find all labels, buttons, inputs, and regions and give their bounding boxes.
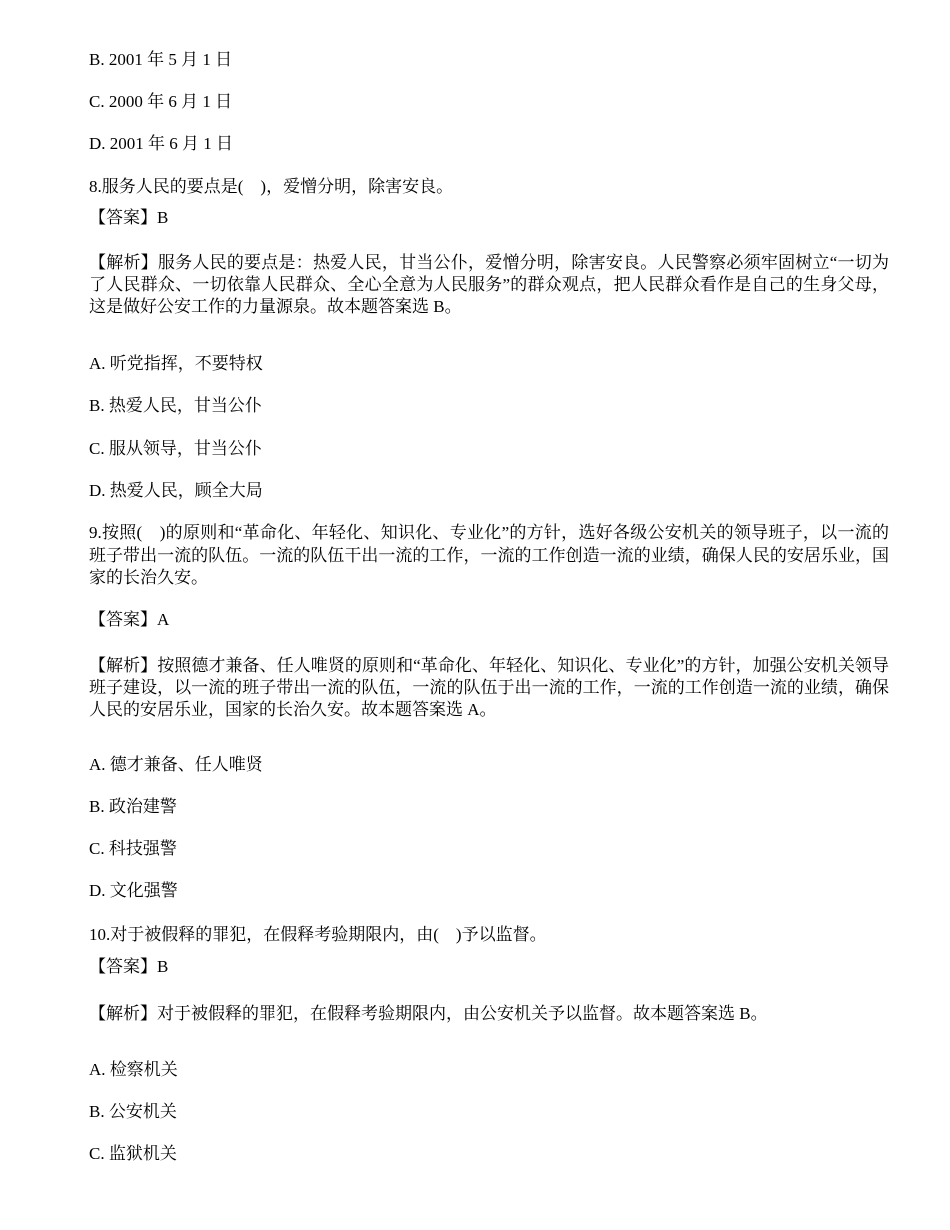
q10-stem: 10.对于被假释的罪犯，在假释考验期限内，由( )予以监督。 — [89, 925, 547, 944]
q7-option-d: D. 2001 年 6 月 1 日 — [89, 134, 234, 153]
q7-option-b: B. 2001 年 5 月 1 日 — [89, 50, 233, 69]
q10-explanation: 【解析】对于被假释的罪犯，在假释考验期限内，由公安机关予以监督。故本题答案选 B。 — [89, 1004, 768, 1023]
q9-option-c: C. 科技强警 — [89, 839, 177, 858]
q8-answer: 【答案】B — [89, 208, 169, 227]
q10-option-c: C. 监狱机关 — [89, 1144, 177, 1163]
q9-option-b: B. 政治建警 — [89, 797, 177, 816]
q8-option-d: D. 热爱人民，顾全大局 — [89, 481, 263, 500]
q10-answer: 【答案】B — [89, 957, 169, 976]
q8-option-a: A. 听党指挥，不要特权 — [89, 354, 263, 373]
q10-option-b: B. 公安机关 — [89, 1102, 177, 1121]
q8-option-c: C. 服从领导，甘当公仆 — [89, 439, 262, 458]
q9-answer: 【答案】A — [89, 610, 170, 629]
q8-explanation: 【解析】服务人民的要点是：热爱人民，甘当公仆，爱憎分明，除害安良。人民警察必须牢固树立“一切为了人民群众、一切依靠人民群众、全心全意为人民服务”的群众观点，把人民群众看作是自己的生身父母，这是做好公安工作的力量源泉。故本题答案选 B。 — [89, 253, 889, 316]
q8-option-b: B. 热爱人民，甘当公仆 — [89, 396, 262, 415]
q7-option-c: C. 2000 年 6 月 1 日 — [89, 92, 233, 111]
q9-explanation: 【解析】按照德才兼备、任人唯贤的原则和“革命化、年轻化、知识化、专业化”的方针，加强公安机关领导班子建设，以一流的班子带出一流的队伍，一流的队伍于出一流的工作，一流的工作创造一流的业绩，确保人民的安居乐业，国家的长治久安。故本题答案选 A。 — [89, 656, 889, 719]
q8-stem: 8.服务人民的要点是( )，爱憎分明，除害安良。 — [89, 177, 454, 196]
q9-option-d: D. 文化强警 — [89, 881, 178, 900]
q10-option-a: A. 检察机关 — [89, 1060, 178, 1079]
q9-option-a: A. 德才兼备、任人唯贤 — [89, 755, 263, 774]
q9-stem: 9.按照( )的原则和“革命化、年轻化、知识化、专业化”的方针，选好各级公安机关的领导班子，以一流的班子带出一流的队伍。一流的队伍干出一流的工作，一流的工作创造一流的业绩，确保人民的安居乐业，国家的长治久安。 — [89, 523, 889, 587]
